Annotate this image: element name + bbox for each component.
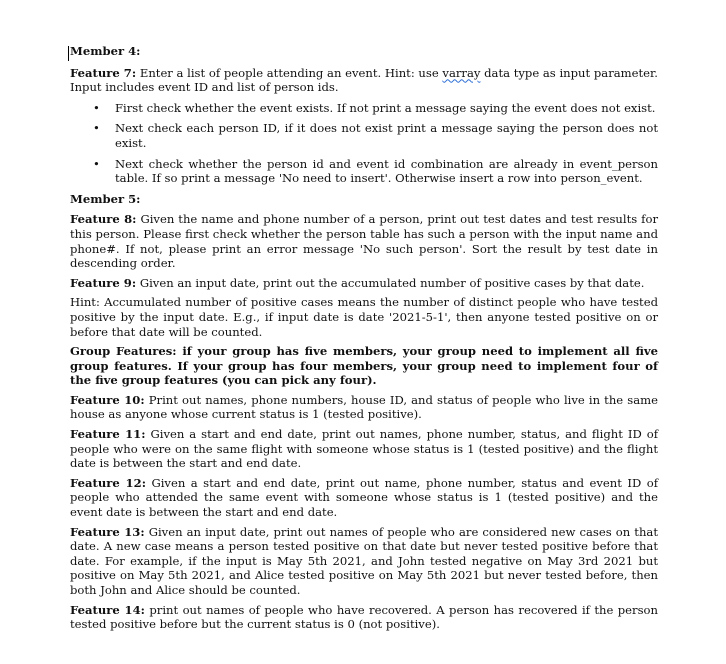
feature10-label: Feature 10: bbox=[70, 392, 145, 407]
feature10-paragraph bbox=[70, 393, 658, 422]
feature13-label: Feature 13: bbox=[70, 524, 145, 539]
feature13-text: Given an input date, print out names of people who are considered new cases on that date. A new case means a person tested positive on that date but never tested positive before that date. For example, if the input is May 5th 2021, and John tested negative on May 3rd 2021 but positive on May 5th 2021, and Alice tested positive on May 5th 2021 but never tested before, then both John and Alice should be counted. bbox=[70, 524, 658, 597]
feature8-paragraph bbox=[70, 212, 658, 270]
bullet-dot: • bbox=[93, 121, 100, 136]
feature12-label: Feature 12: bbox=[70, 475, 146, 490]
feature8-text: Given the name and phone number of a person, print out test dates and test results for this person. Please first check whether the person table has such a person with the input name and phone#. If not, please print an error message 'No such person'. Sort the result by test date in descending order. bbox=[70, 212, 658, 271]
document-page bbox=[70, 44, 658, 632]
feature12-paragraph bbox=[70, 476, 658, 520]
feature7-varray: varray bbox=[442, 65, 481, 80]
feature8-label: Feature 8: bbox=[70, 212, 137, 227]
hint-paragraph: Hint: Accumulated number of positive cases means the number of distinct people who have tested positive by the input date. E.g., if input date is date '2021-5-1', then anyone tested positive on or before that date will be counted. bbox=[70, 295, 658, 339]
bullet-text: Next check whether the person id and event id combination are already in event_person table. If so print a message 'No need to insert'. Otherwise insert a row into person_event. bbox=[115, 156, 658, 186]
feature11-label: Feature 11: bbox=[70, 427, 146, 442]
feature9-paragraph bbox=[70, 276, 658, 291]
bullet-item bbox=[70, 157, 658, 186]
feature14-text: print out names of people who have recovered. A person has recovered if the person tested positive before but the current status is 0 (not positive). bbox=[70, 602, 658, 632]
text-cursor bbox=[68, 46, 69, 61]
bullet-item bbox=[70, 101, 658, 116]
member5-heading: Member 5: bbox=[70, 191, 141, 206]
feature13-paragraph bbox=[70, 525, 658, 598]
feature14-label: Feature 14: bbox=[70, 602, 145, 617]
bullet-item bbox=[70, 121, 658, 150]
feature10-text: Print out names, phone numbers, house ID, and status of people who live in the same house as anyone whose current status is 1 (tested positive). bbox=[70, 392, 658, 422]
bullet-dot: • bbox=[93, 156, 100, 171]
group-features-paragraph: Group Features: if your group has five members, your group need to implement all five group features. If your group has four members, your group need to implement four of the five group features (you can pick any four). bbox=[70, 344, 658, 388]
feature11-text: Given a start and end date, print out names, phone number, status, and flight ID of people who were on the same flight with someone whose status is 1 (tested positive) and the flight date is between the start and end date. bbox=[70, 427, 658, 471]
feature9-label: Feature 9: bbox=[70, 275, 137, 290]
feature7-label: Feature 7: bbox=[70, 65, 137, 80]
member4-heading: Member 4: bbox=[70, 44, 141, 58]
member4-bullet-list bbox=[70, 101, 658, 186]
bullet-text: First check whether the event exists. If not print a message saying the event does not exist. bbox=[115, 100, 656, 115]
bullet-dot: • bbox=[93, 100, 100, 115]
feature11-paragraph bbox=[70, 427, 658, 471]
feature14-paragraph bbox=[70, 603, 658, 632]
feature7-text-before: Enter a list of people attending an event. Hint: use bbox=[136, 65, 443, 80]
feature7-text-after: data type as input parameter. Input includes event ID and list of person ids. bbox=[70, 65, 658, 95]
feature7-paragraph bbox=[70, 66, 658, 95]
feature12-text: Given a start and end date, print out name, phone number, status and event ID of people who attended the same event with someone whose status is 1 (tested positive) and the event date is between the start and end date. bbox=[70, 475, 658, 520]
bullet-text: Next check each person ID, if it does not exist print a message saying the person does not exist. bbox=[115, 121, 658, 150]
feature9-text: Given an input date, print out the accumulated number of positive cases by that date. bbox=[136, 275, 645, 290]
